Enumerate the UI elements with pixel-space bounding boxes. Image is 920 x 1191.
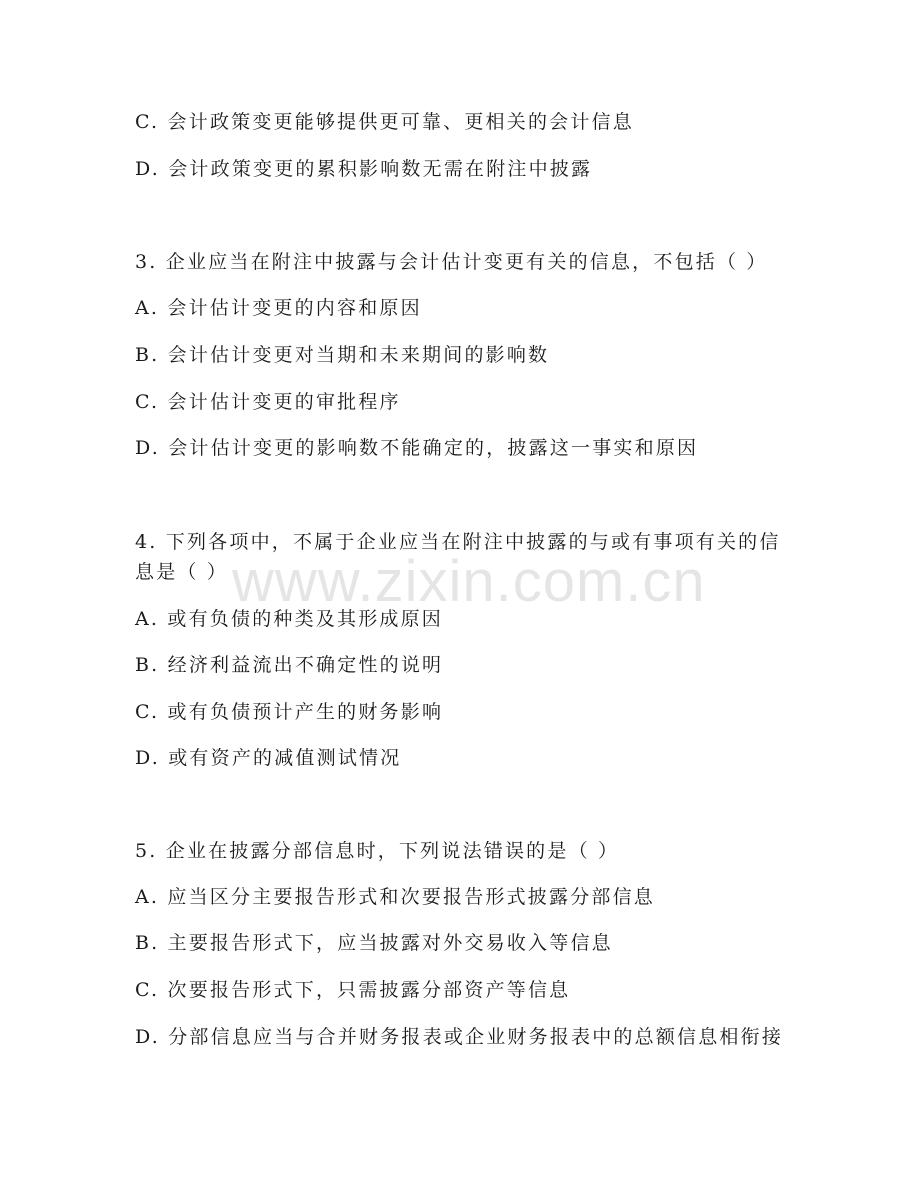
q5-question: 5. 企业在披露分部信息时，下列说法错误的是（ ）: [135, 840, 620, 862]
q2-option-d: D. 会计政策变更的累积影响数无需在附注中披露: [135, 158, 593, 180]
q3-option-c: C. 会计估计变更的审批程序: [135, 391, 401, 413]
q4-question-line1: 4. 下列各项中，不属于企业应当在附注中披露的与或有事项有关的信: [135, 531, 781, 553]
q4-option-a: A. 或有负债的种类及其形成原因: [135, 608, 444, 630]
q4-option-b: B. 经济利益流出不确定性的说明: [135, 654, 444, 676]
q4-question-line2: 息是（ ）: [135, 561, 229, 583]
q4-option-c: C. 或有负债预计产生的财务影响: [135, 701, 444, 723]
q5-option-b: B. 主要报告形式下，应当披露对外交易收入等信息: [135, 932, 613, 954]
q3-option-d: D. 会计估计变更的影响数不能确定的，披露这一事实和原因: [135, 437, 699, 459]
q4-option-d: D. 或有资产的减值测试情况: [135, 747, 402, 769]
q5-option-c: C. 次要报告形式下，只需披露分部资产等信息: [135, 979, 571, 1001]
q2-option-c: C. 会计政策变更能够提供更可靠、更相关的会计信息: [135, 111, 634, 133]
q3-option-b: B. 会计估计变更对当期和未来期间的影响数: [135, 344, 550, 366]
q3-option-a: A. 会计估计变更的内容和原因: [135, 297, 422, 319]
watermark: www.zixin.com.cn: [232, 549, 706, 614]
q5-option-a: A. 应当区分主要报告形式和次要报告形式披露分部信息: [135, 886, 656, 908]
q5-option-d: D. 分部信息应当与合并财务报表或企业财务报表中的总额信息相衔接: [135, 1026, 784, 1048]
q3-question: 3. 企业应当在附注中披露与会计估计变更有关的信息，不包括（ ）: [135, 251, 768, 273]
